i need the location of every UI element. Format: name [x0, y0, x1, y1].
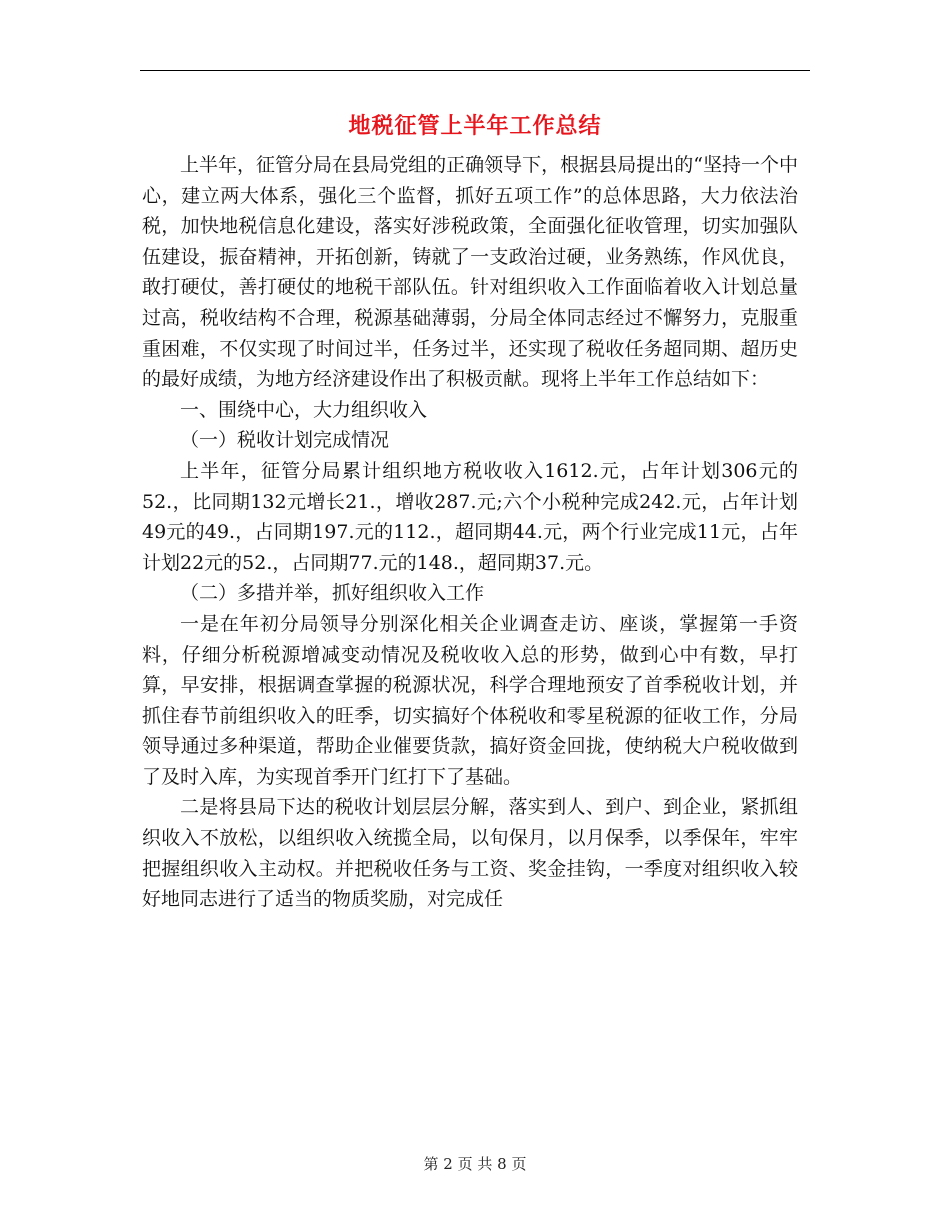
page-footer	[0, 1152, 950, 1176]
page-label-prefix: 第	[423, 1155, 439, 1173]
document-body	[142, 150, 798, 915]
paragraph-intro: 上半年，征管分局在县局党组的正确领导下，根据县局提出的“坚持一个中心，建立两大体系，强化三个监督，抓好五项工作”的总体思路，大力依法治税，加快地税信息化建设，落实好涉税政策，全面强化征收管理，切实加强队伍建设，振奋精神，开拓创新，铸就了一支政治过硬，业务熟练，作风优良，敢打硬仗，善打硬仗的地税干部队伍。针对组织收入工作面临着收入计划总量过高，税收结构不合理，税源基础薄弱，分局全体同志经过不懈努力，克服重重困难，不仅实现了时间过半，任务过半，还实现了税收任务超同期、超历史的最好成绩，为地方经济建设作出了积极贡献。现将上半年工作总结如下：	[142, 154, 798, 391]
paragraph-measure-2: 二是将县局下达的税收计划层层分解，落实到人、到户、到企业，紧抓组织收入不放松，以组织收入统揽全局，以旬保月，以月保季，以季保年，牢牢把握组织收入主动权。并把税收任务与工资、奖金挂钩，一季度对组织收入较好地同志进行了适当的物质奖励，对完成任	[142, 796, 798, 911]
paragraph-revenue-figures: 上半年，征管分局累计组织地方税收收入1612.元，占年计划306元的52.，比同期132元增长21.，增收287.元;六个小税种完成242.元，占年计划49元的49.，占同期197.元的112.，超同期44.元，两个行业完成11元，占年计划22元的52.，占同期77.元的148.，超同期37.元。	[142, 459, 798, 574]
current-page-number: 2	[443, 1155, 453, 1173]
page-label-mid: 页 共	[457, 1155, 493, 1173]
total-pages-number: 8	[497, 1155, 507, 1173]
page-label-suffix: 页	[511, 1155, 527, 1173]
paragraph-measure-1: 一是在年初分局领导分别深化相关企业调查走访、座谈，掌握第一手资料，仔细分析税源增减变动情况及税收收入总的形势，做到心中有数，早打算，早安排，根据调查掌握的税源状况，科学合理地预安了首季税收计划，并抓住春节前组织收入的旺季，切实搞好个体税收和零星税源的征收工作，分局领导通过多种渠道，帮助企业催要货款，搞好资金回拢，使纳税大户税收做到了及时入库，为实现首季开门红打下了基础。	[142, 612, 798, 788]
subsection-heading-2: （二）多措并举，抓好组织收入工作	[180, 582, 485, 605]
document-title: 地税征管上半年工作总结	[348, 113, 602, 139]
section-heading-1: 一、围绕中心，大力组织收入	[180, 398, 428, 421]
header-rule	[140, 70, 810, 71]
subsection-heading-1: （一）税收计划完成情况	[180, 429, 390, 452]
